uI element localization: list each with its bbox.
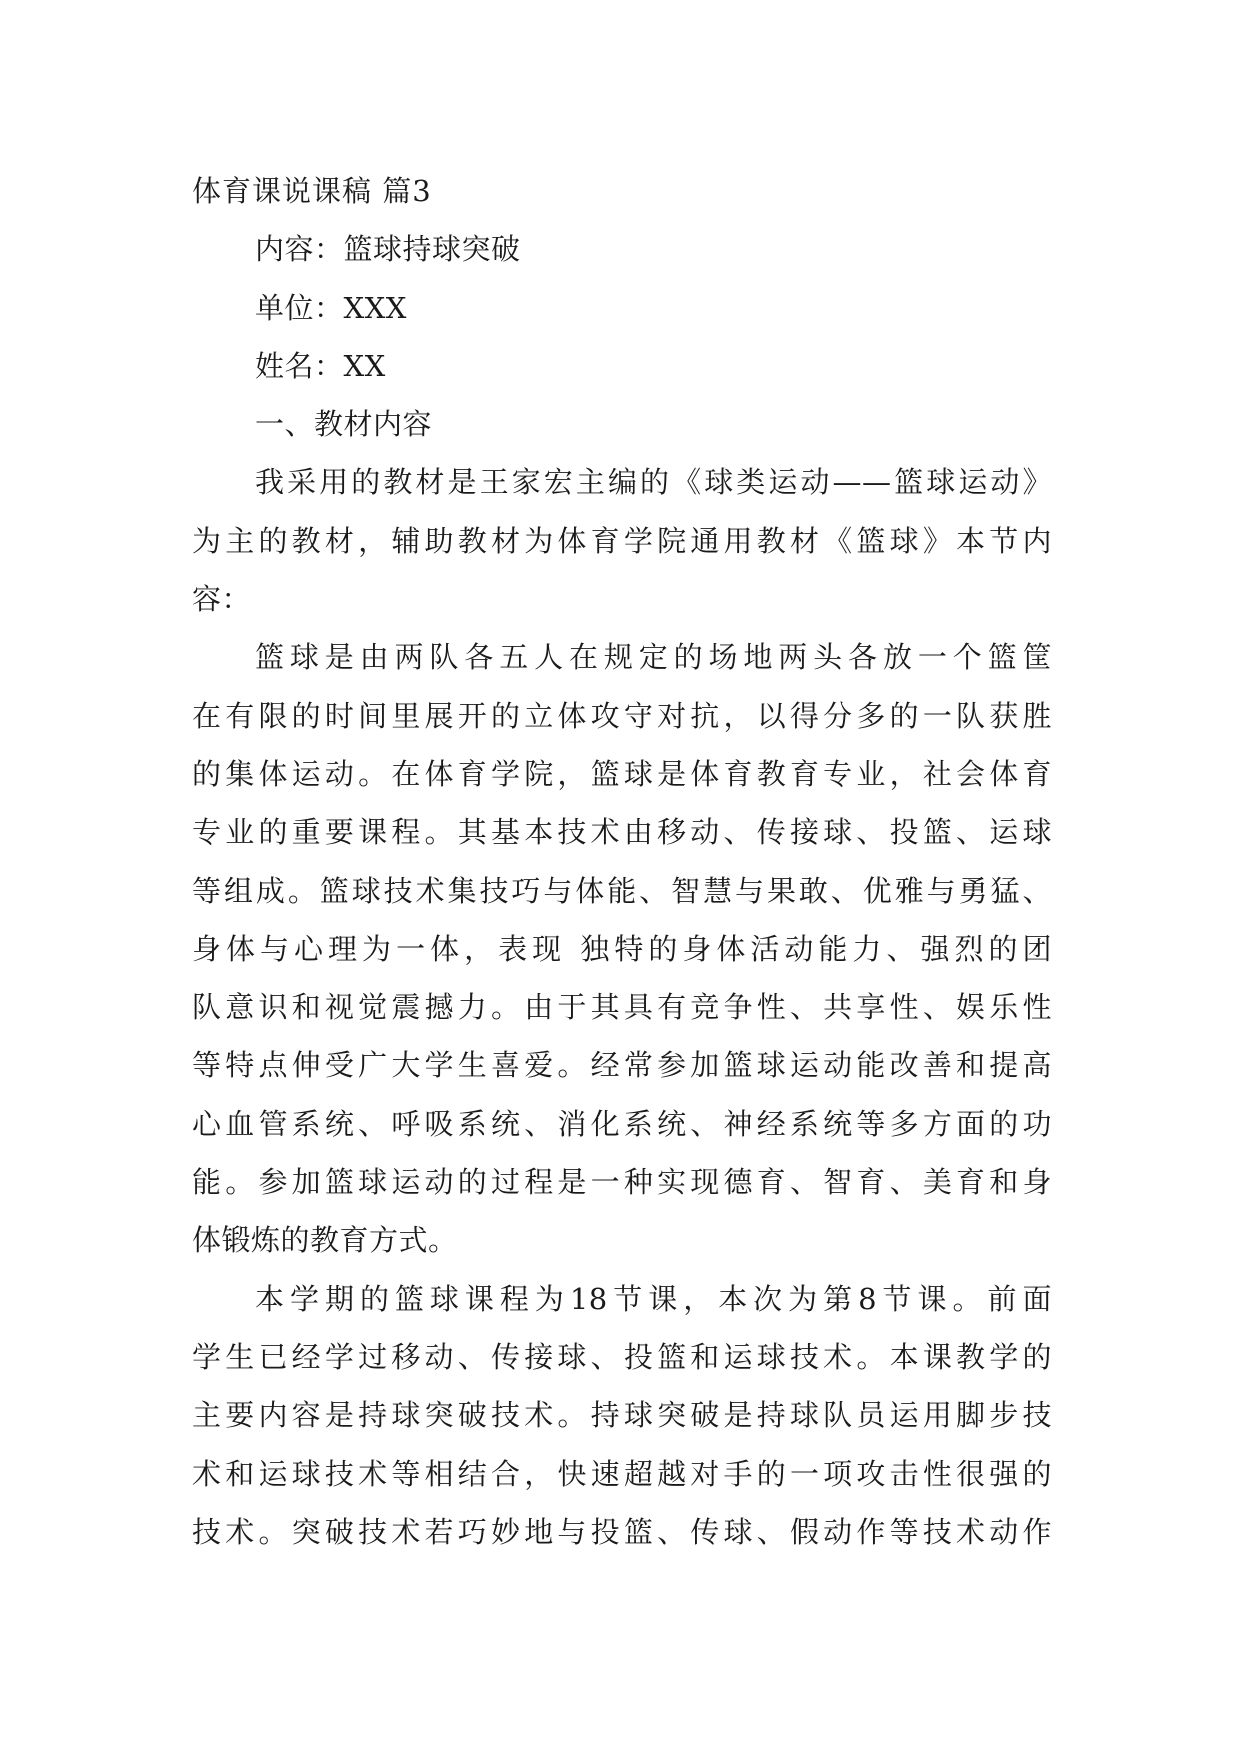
meta-name: 姓名：XX bbox=[255, 348, 386, 383]
document-title: 体育课说课稿 篇3 bbox=[192, 174, 432, 208]
paragraph-line: 为主的教材，辅助教材为体育学院通用教材《篮球》本节内 bbox=[192, 523, 1052, 558]
paragraph-line: 身体与心理为一体，表现 独特的身体活动能力、强烈的团 bbox=[192, 931, 1052, 966]
paragraph-line: 队意识和视觉震撼力。由于其具有竞争性、共享性、娱乐性 bbox=[192, 990, 1052, 1025]
paragraph-line: 在有限的时间里展开的立体攻守对抗，以得分多的一队获胜 bbox=[192, 698, 1052, 733]
paragraph-line: 术和运球技术等相结合，快速超越对手的一项攻击性很强的 bbox=[192, 1456, 1052, 1491]
paragraph-line: 学生已经学过移动、传接球、投篮和运球技术。本课教学的 bbox=[192, 1339, 1052, 1374]
document-body bbox=[192, 162, 1052, 1561]
section-heading: 一、教材内容 bbox=[255, 407, 433, 442]
paragraph-textbook bbox=[192, 453, 1052, 628]
paragraph-line: 体锻炼的教育方式。 bbox=[192, 1223, 458, 1258]
paragraph-basketball-intro bbox=[192, 628, 1052, 1269]
paragraph-line: 的集体运动。在体育学院，篮球是体育教育专业，社会体育 bbox=[192, 756, 1052, 791]
paragraph-line: 主要内容是持球突破技术。持球突破是持球队员运用脚步技 bbox=[192, 1398, 1052, 1433]
meta-content: 内容：篮球持球突破 bbox=[255, 232, 521, 267]
paragraph-line: 我采用的教材是王家宏主编的《球类运动——篮球运动》 bbox=[255, 465, 1052, 500]
paragraph-line: 等组成。篮球技术集技巧与体能、智慧与果敢、优雅与勇猛、 bbox=[192, 873, 1052, 908]
paragraph-line: 篮球是由两队各五人在规定的场地两头各放一个篮筐 bbox=[255, 640, 1052, 675]
meta-unit: 单位：XXX bbox=[255, 290, 407, 325]
paragraph-line: 本学期的篮球课程为18节课，本次为第8节课。前面 bbox=[255, 1281, 1052, 1316]
paragraph-line: 技术。突破技术若巧妙地与投篮、传球、假动作等技术动作 bbox=[192, 1514, 1052, 1549]
paragraph-course-plan bbox=[192, 1270, 1052, 1561]
paragraph-line: 专业的重要课程。其基本技术由移动、传接球、投篮、运球 bbox=[192, 815, 1052, 850]
paragraph-line: 能。参加篮球运动的过程是一种实现德育、智育、美育和身 bbox=[192, 1165, 1052, 1200]
paragraph-line: 心血管系统、呼吸系统、消化系统、神经系统等多方面的功 bbox=[192, 1106, 1052, 1141]
paragraph-line: 容： bbox=[192, 582, 252, 617]
paragraph-line: 等特点伸受广大学生喜爱。经常参加篮球运动能改善和提高 bbox=[192, 1048, 1052, 1083]
